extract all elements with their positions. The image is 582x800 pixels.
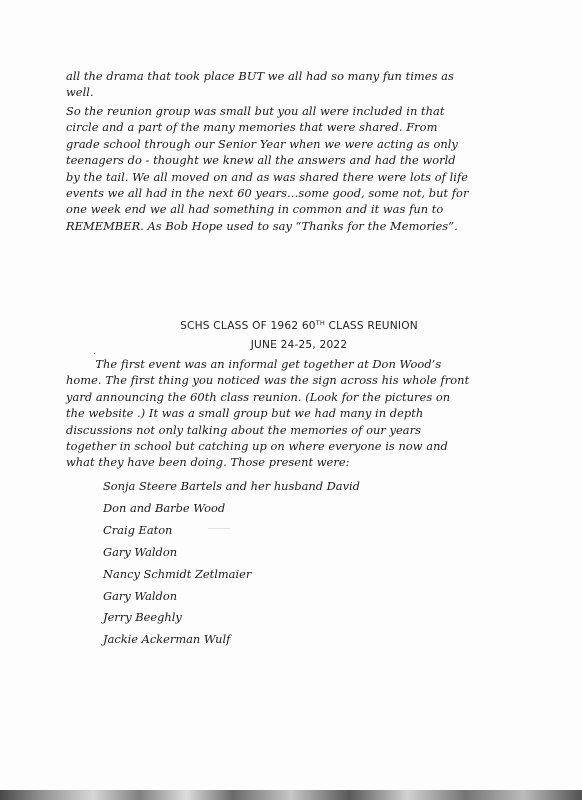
paragraph-line: the website .) It was a small group but we had many in depth (66, 406, 424, 421)
attendee-name: Don and Barbe Wood (103, 500, 226, 515)
attendee-name: Craig Eaton (103, 522, 173, 537)
paragraph-line: teenagers do - thought we knew all the answers and had the world (66, 153, 456, 168)
attendee-name: Gary Waldon (103, 544, 178, 559)
paragraph-line: The first event was an informal get together at Don Wood’s (66, 357, 442, 371)
first-event-paragraph (66, 356, 521, 471)
paragraph-line: So the reunion group was small but you all were included in that (66, 104, 445, 118)
paragraph-line: all the drama that took place BUT we all had so many fun times as (66, 69, 454, 83)
paragraph-line: grade school through our Senior Year when we were acting as only (66, 136, 458, 151)
heading-superscript: TH (315, 319, 325, 327)
paragraph-line: by the tail. We all moved on and as was shared there were lots of life (66, 169, 469, 184)
reunion-memories-paragraph (66, 103, 521, 234)
paragraph-line: what they have been doing. Those present were: (66, 455, 350, 470)
paragraph-line: REMEMBER. As Bob Hope used to say “Thanks for the Memories”. (66, 218, 458, 233)
paragraph-line: together in school but catching up on where everyone is now and (66, 439, 448, 454)
attendee-name: Nancy Schmidt Zetlmaier (103, 566, 252, 581)
attendee-name: Jackie Ackerman Wulf (103, 632, 231, 647)
reunion-heading (8, 319, 582, 332)
paragraph-line: circle and a part of the many memories that were shared. From (66, 120, 438, 135)
attendee-name: Sonja Steere Bartels and her husband David (103, 479, 360, 493)
paragraph-line: events we all had in the next 60 years…some good, some not, but for (66, 186, 469, 201)
paragraph-line: well. (66, 85, 94, 100)
paragraph-line: one week end we all had something in common and it was fun to (66, 202, 444, 217)
attendee-list (103, 476, 360, 651)
reunion-date: JUNE 24-25, 2022 (250, 339, 348, 351)
scan-smudge (208, 528, 230, 529)
scanner-edge-strip (0, 790, 582, 800)
heading-main: SCHS CLASS OF 1962 60 (180, 320, 316, 332)
paragraph-line: home. The first thing you noticed was the sign across his whole front (66, 373, 470, 388)
heading-tail: CLASS REUNION (324, 320, 418, 332)
top-paragraph (66, 68, 521, 101)
attendee-name: Gary Waldon (103, 588, 178, 603)
paragraph-line: yard announcing the 60th class reunion. (Look for the pictures on (66, 389, 451, 404)
scan-speck (94, 353, 95, 354)
attendee-name: Jerry Beeghly (103, 610, 182, 625)
paragraph-line: discussions not only talking about the memories of our years (66, 422, 422, 437)
